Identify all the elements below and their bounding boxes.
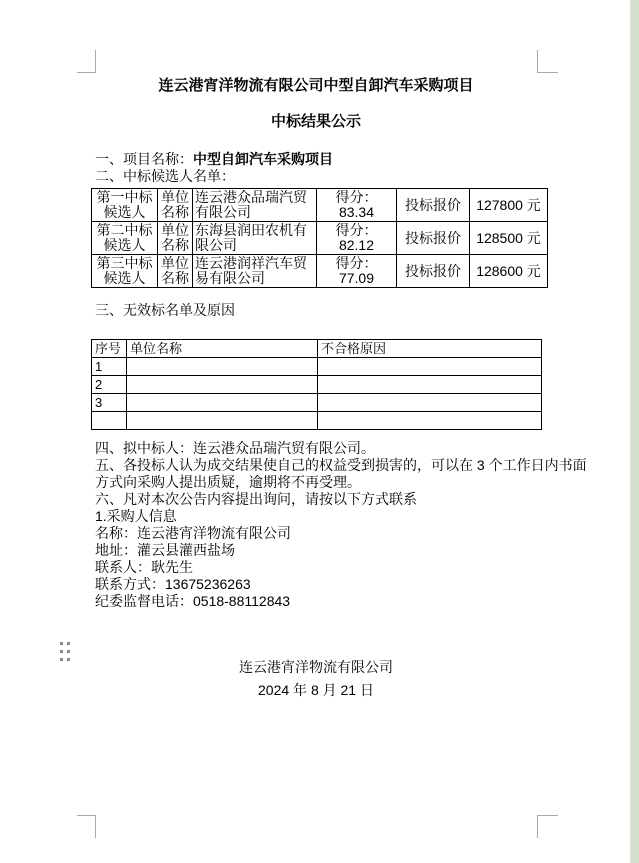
candidate-score: 得分：82.12 (317, 222, 397, 255)
margin-crop-mark-bottom-left (77, 815, 96, 838)
margin-crop-mark-top-right (537, 50, 558, 73)
bid-price-label: 投标报价 (397, 255, 470, 288)
table-row (92, 394, 542, 412)
candidate-company: 东海县润田农机有限公司 (193, 222, 317, 255)
unit-name-label: 单位名称 (158, 222, 193, 255)
signature-company: 连云港宵洋物流有限公司 (239, 659, 393, 675)
table-row (92, 189, 548, 222)
reason-cell (318, 376, 542, 394)
purchaser-address: 地址：灌云县灌西盐场 (95, 542, 235, 558)
handle-dot (67, 658, 70, 661)
candidate-price: 127800 元 (470, 189, 548, 222)
header-unit: 单位名称 (127, 340, 318, 358)
bid-price-label: 投标报价 (397, 222, 470, 255)
candidate-score: 得分：83.34 (317, 189, 397, 222)
notice-text-block (95, 440, 587, 610)
section-contact-heading: 六、凡对本次公告内容提出询问，请按以下方式联系 (95, 491, 417, 507)
section1-label: 一、项目名称： (95, 151, 193, 167)
handle-dot (67, 650, 70, 653)
header-serial: 序号 (92, 340, 127, 358)
candidate-rank: 第三中标候选人 (92, 255, 158, 288)
candidate-company: 连云港众品瑞汽贸有限公司 (193, 189, 317, 222)
drag-handle-icon[interactable] (60, 642, 70, 661)
invalid-bids-table (91, 339, 542, 430)
candidates-table (91, 188, 548, 288)
contact-person: 联系人：耿先生 (95, 559, 193, 575)
handle-dot (67, 642, 70, 645)
table-header-row (92, 340, 542, 358)
unit-name-label: 单位名称 (158, 189, 193, 222)
candidate-price: 128600 元 (470, 255, 548, 288)
candidate-price: 128500 元 (470, 222, 548, 255)
handle-dot (60, 642, 63, 645)
header-reason: 不合格原因 (318, 340, 542, 358)
section-winner: 四、拟中标人：连云港众品瑞汽贸有限公司。 (95, 440, 375, 456)
unit-name-label: 单位名称 (158, 255, 193, 288)
table-row (92, 222, 548, 255)
handle-dot (60, 650, 63, 653)
handle-dot (60, 658, 63, 661)
margin-crop-mark-bottom-right (537, 815, 558, 838)
table-row (92, 255, 548, 288)
bid-price-label: 投标报价 (397, 189, 470, 222)
reason-cell (318, 394, 542, 412)
signature-date: 2024 年 8 月 21 日 (258, 682, 374, 698)
unit-cell (127, 394, 318, 412)
candidate-rank: 第一中标候选人 (92, 189, 158, 222)
table-row (92, 358, 542, 376)
margin-crop-mark-top-left (77, 50, 96, 73)
section-invalid-bids-heading: 三、无效标名单及原因 (95, 302, 235, 318)
section-objection-line1: 五、各投标人认为成交结果使自己的权益受到损害的，可以在 3 个工作日内书面 (95, 457, 587, 473)
purchaser-info-heading: 1.采购人信息 (95, 508, 177, 524)
candidate-score: 得分：77.09 (317, 255, 397, 288)
serial-cell (92, 412, 127, 430)
section-objection-line2: 方式向采购人提出质疑，逾期将不再受理。 (95, 474, 361, 490)
document-title: 连云港宵洋物流有限公司中型自卸汽车采购项目 (158, 77, 474, 94)
supervision-phone: 纪委监督电话：0518-88112843 (95, 593, 291, 609)
section-project-name (95, 151, 333, 167)
reason-cell (318, 358, 542, 376)
candidate-company: 连云港润祥汽车贸易有限公司 (193, 255, 317, 288)
unit-cell (127, 358, 318, 376)
section-candidate-list-heading: 二、中标候选人名单： (95, 168, 235, 184)
serial-cell: 1 (92, 358, 127, 376)
desktop-background-strip (630, 0, 639, 863)
reason-cell (318, 412, 542, 430)
unit-cell (127, 376, 318, 394)
section1-value: 中型自卸汽车采购项目 (193, 151, 333, 167)
serial-cell: 3 (92, 394, 127, 412)
serial-cell: 2 (92, 376, 127, 394)
candidate-rank: 第二中标候选人 (92, 222, 158, 255)
table-row (92, 376, 542, 394)
table-row (92, 412, 542, 430)
contact-phone: 联系方式：13675236263 (95, 576, 251, 592)
document-subtitle: 中标结果公示 (270, 113, 361, 130)
purchaser-name: 名称：连云港宵洋物流有限公司 (95, 525, 291, 541)
unit-cell (127, 412, 318, 430)
